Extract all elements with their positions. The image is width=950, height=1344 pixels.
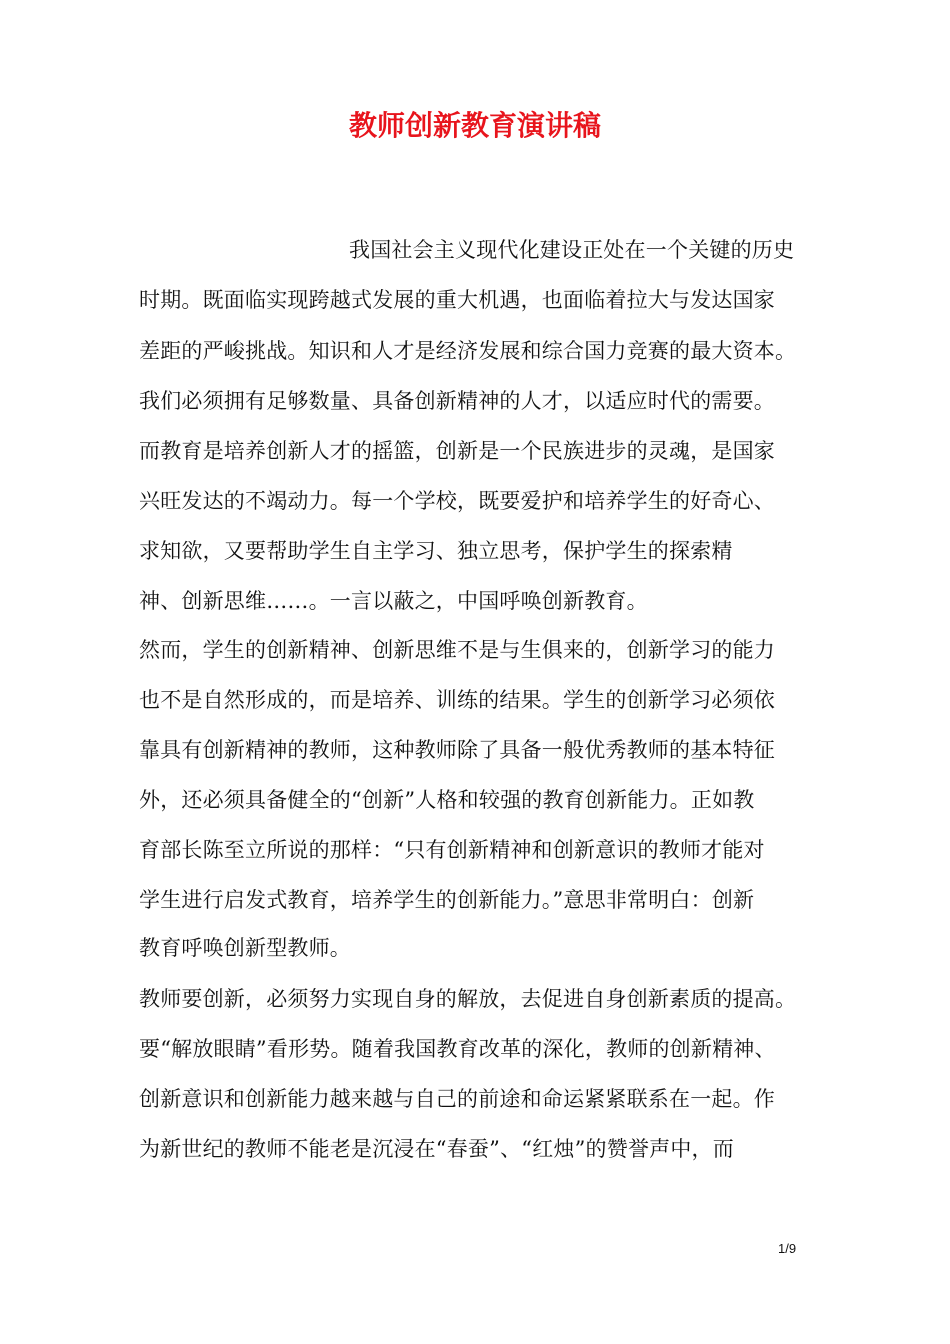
body-line: 教育呼唤创新型教师。 (139, 936, 351, 960)
page-number: 1/9 (778, 1241, 797, 1256)
body-line: 神、创新思维……。一言以蔽之，中国呼唤创新教育。 (139, 589, 648, 613)
body-line: 兴旺发达的不竭动力。每一个学校，既要爱护和培养学生的好奇心、 (139, 489, 775, 513)
body-line: 靠具有创新精神的教师，这种教师除了具备一般优秀教师的基本特征 (139, 738, 775, 762)
body-line: 学生进行启发式教育，培养学生的创新能力。”意思非常明白：创新 (139, 888, 755, 912)
body-line: 创新意识和创新能力越来越与自己的前途和命运紧紧联系在一起。作 (139, 1087, 775, 1111)
document-title: 教师创新教育演讲稿 (348, 109, 601, 142)
body-line: 为新世纪的教师不能老是沉浸在“春蚕”、“红烛”的赞誉声中，而 (139, 1137, 734, 1161)
body-line: 差距的严峻挑战。知识和人才是经济发展和综合国力竞赛的最大资本。 (139, 339, 797, 363)
body-line: 教师要创新，必须努力实现自身的解放，去促进自身创新素质的提高。 (139, 987, 797, 1011)
body-line: 育部长陈至立所说的那样：“只有创新精神和创新意识的教师才能对 (139, 838, 765, 862)
body-line: 而教育是培养创新人才的摇篮，创新是一个民族进步的灵魂，是国家 (139, 439, 775, 463)
body-line: 求知欲，又要帮助学生自主学习、独立思考，保护学生的探索精 (139, 539, 733, 563)
body-line: 然而，学生的创新精神、创新思维不是与生俱来的，创新学习的能力 (139, 638, 775, 662)
body-line: 时期。既面临实现跨越式发展的重大机遇，也面临着拉大与发达国家 (139, 288, 775, 312)
body-line: 要“解放眼睛”看形势。随着我国教育改革的深化，教师的创新精神、 (139, 1037, 776, 1061)
body-line: 也不是自然形成的，而是培养、训练的结果。学生的创新学习必须依 (139, 688, 775, 712)
body-line: 外，还必须具备健全的“创新”人格和较强的教育创新能力。正如教 (139, 788, 755, 812)
body-line: 我们必须拥有足够数量、具备创新精神的人才，以适应时代的需要。 (139, 389, 775, 413)
body-line: 我国社会主义现代化建设正处在一个关键的历史 (349, 238, 795, 262)
